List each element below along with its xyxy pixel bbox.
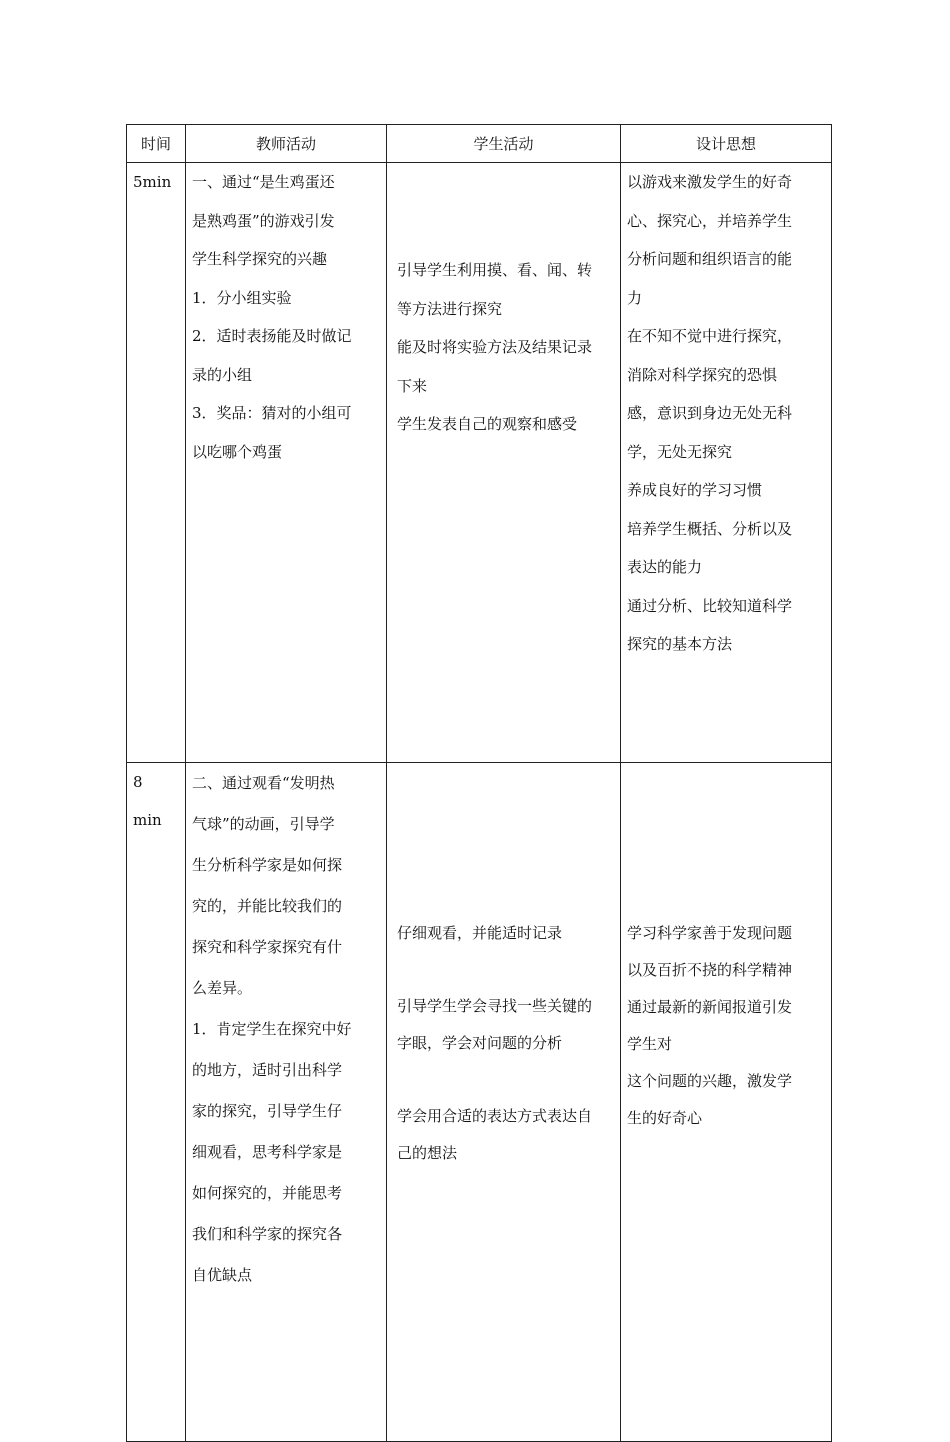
teacher-activity-cell	[186, 163, 387, 763]
text-line: 仔细观看，并能适时记录	[397, 924, 563, 942]
text-line: 究的，并能比较我们的	[192, 897, 343, 915]
text-line: 引导学生学会寻找一些关键的	[397, 997, 593, 1015]
header-student-activity: 学生活动	[387, 125, 621, 163]
text-line: 探究的基本方法	[627, 635, 733, 653]
time-text: 5min	[133, 173, 172, 191]
spacer	[397, 952, 614, 988]
text-line: 气球”的动画，引导学	[192, 815, 335, 833]
text-line: 细观看，思考科学家是	[192, 1143, 343, 1161]
text-line: 学生对	[627, 1035, 673, 1053]
text-line: 养成良好的学习习惯	[627, 481, 763, 499]
text-line: 探究和科学家探究有什	[192, 938, 343, 956]
header-teacher-activity: 教师活动	[186, 125, 387, 163]
text-line: 学会用合适的表达方式表达自	[397, 1107, 593, 1125]
text-line: 学生发表自己的观察和感受	[397, 415, 578, 433]
text-line: 这个问题的兴趣，激发学	[627, 1072, 793, 1090]
text-line: 录的小组	[192, 365, 253, 384]
text-line: 通过分析、比较知道科学	[627, 596, 793, 615]
text-line: 力	[627, 288, 643, 307]
time-cell	[127, 163, 186, 763]
time-text: min	[133, 811, 162, 829]
text-line: 引导学生利用摸、看、闻、转	[397, 261, 593, 279]
text-line: 等方法进行探究	[397, 299, 503, 318]
text-line: 心、探究心，并培养学生	[627, 211, 793, 230]
text-line: 二、通过观看“发明热	[192, 774, 335, 792]
text-line: 分析问题和组织语言的能	[627, 250, 793, 268]
lesson-plan-table	[126, 124, 832, 1442]
text-line: 学生科学探究的兴趣	[192, 250, 328, 268]
student-activity-cell	[387, 763, 621, 1442]
text-line: 消除对科学探究的恐惧	[627, 365, 778, 384]
text-line: 培养学生概括、分析以及	[627, 519, 793, 538]
text-line: 3．奖品：猜对的小组可	[192, 404, 352, 422]
text-line: 下来	[397, 376, 428, 395]
text-line: 感，意识到身边无处无科	[627, 404, 793, 422]
text-line: 学习科学家善于发现问题	[627, 924, 793, 942]
table-header-row	[127, 125, 832, 163]
table-row	[127, 163, 832, 763]
time-text: 8	[133, 773, 143, 791]
text-line: 我们和科学家的探究各	[192, 1225, 343, 1243]
text-line: 2．适时表扬能及时做记	[192, 327, 352, 345]
spacer	[397, 1062, 614, 1098]
text-line: 以吃哪个鸡蛋	[192, 442, 283, 461]
text-line: 是熟鸡蛋”的游戏引发	[192, 211, 335, 230]
text-line: 通过最新的新闻报道引发	[627, 998, 793, 1016]
text-line: 能及时将实验方法及结果记录	[397, 338, 593, 356]
teacher-activity-cell	[186, 763, 387, 1442]
text-line: 生分析科学家是如何探	[192, 856, 343, 874]
time-cell	[127, 763, 186, 1442]
text-line: 在不知不觉中进行探究，	[627, 327, 793, 345]
text-line: 一、通过“是生鸡蛋还	[192, 173, 335, 191]
text-line: 1．肯定学生在探究中好	[192, 1020, 352, 1038]
header-time: 时间	[127, 125, 186, 163]
design-idea-cell	[621, 163, 832, 763]
text-line: 生的好奇心	[627, 1109, 703, 1127]
student-activity-cell	[387, 163, 621, 763]
header-design-idea: 设计思想	[621, 125, 832, 163]
text-line: 如何探究的，并能思考	[192, 1184, 343, 1202]
table-row	[127, 763, 832, 1442]
text-line: 字眼，学会对问题的分析	[397, 1034, 563, 1052]
text-line: 学，无处无探究	[627, 442, 733, 461]
text-line: 己的想法	[397, 1144, 458, 1162]
text-line: 以及百折不挠的科学精神	[627, 961, 793, 979]
text-line: 的地方，适时引出科学	[192, 1061, 343, 1079]
text-line: 么差异。	[192, 979, 253, 997]
text-line: 以游戏来激发学生的好奇	[627, 173, 793, 191]
text-line: 家的探究，引导学生仔	[192, 1102, 343, 1120]
text-line: 1．分小组实验	[192, 288, 292, 307]
text-line: 自优缺点	[192, 1266, 253, 1284]
design-idea-cell	[621, 763, 832, 1442]
text-line: 表达的能力	[627, 558, 703, 576]
